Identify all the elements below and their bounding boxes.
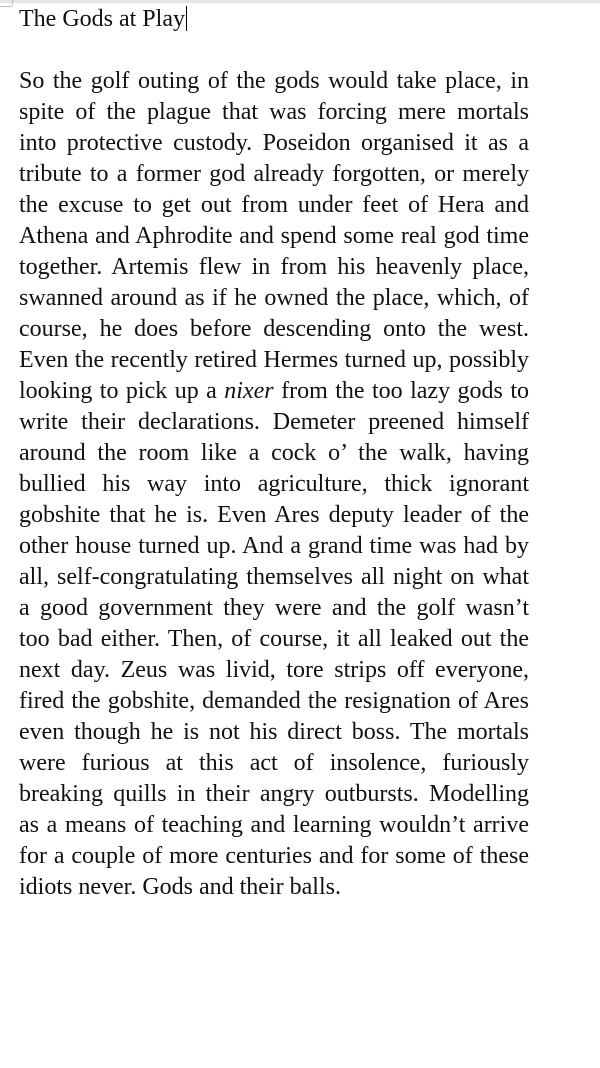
body-text-italic: nixer (224, 378, 274, 404)
window-corner-handle (0, 0, 13, 7)
body-paragraph[interactable] (19, 66, 529, 903)
body-text-part1: So the golf outing of the gods would take place, in spite of the plague that was forcing mere mortals into protective custody. Poseidon organised it as a tribute to a former god already forgotten, or merely the excuse to get out from under feet of Hera and Athena and Aphrodite and spend some real god time together. Artemis flew in from his heavenly place, swanned around as if he owned the place, which, of course, he does before descending onto the west. Even the recently retired Hermes turned up, possibly looking to pick up a (19, 68, 529, 404)
text-caret (186, 6, 187, 31)
blank-line[interactable] (19, 35, 529, 66)
window-top-edge (0, 0, 600, 3)
body-text-part2: from the too lazy gods to write their declarations. Demeter preened himself around the room like a cock o’ the walk, having bullied his way into agriculture, thick ignorant gobshite that he is. Even Ares deputy leader of the other house turned up. And a grand time was had by all, self-congratulating themselves all night on what a good government they were and the golf wasn’t too bad either. Then, of course, it all leaked out the next day. Zeus was livid, tore strips off everyone, fired the gobshite, demanded the resignation of Ares even though he is not his direct boss. The mortals were furious at this act of insolence, furiously breaking quills in their angry outbursts. Modelling as a means of teaching and learning wouldn’t arrive for a couple of more centuries and for some of these idiots never. Gods and their balls. (19, 378, 530, 900)
document-editor[interactable] (19, 4, 529, 903)
document-title-line[interactable] (19, 4, 529, 35)
document-title: The Gods at Play (19, 6, 185, 32)
